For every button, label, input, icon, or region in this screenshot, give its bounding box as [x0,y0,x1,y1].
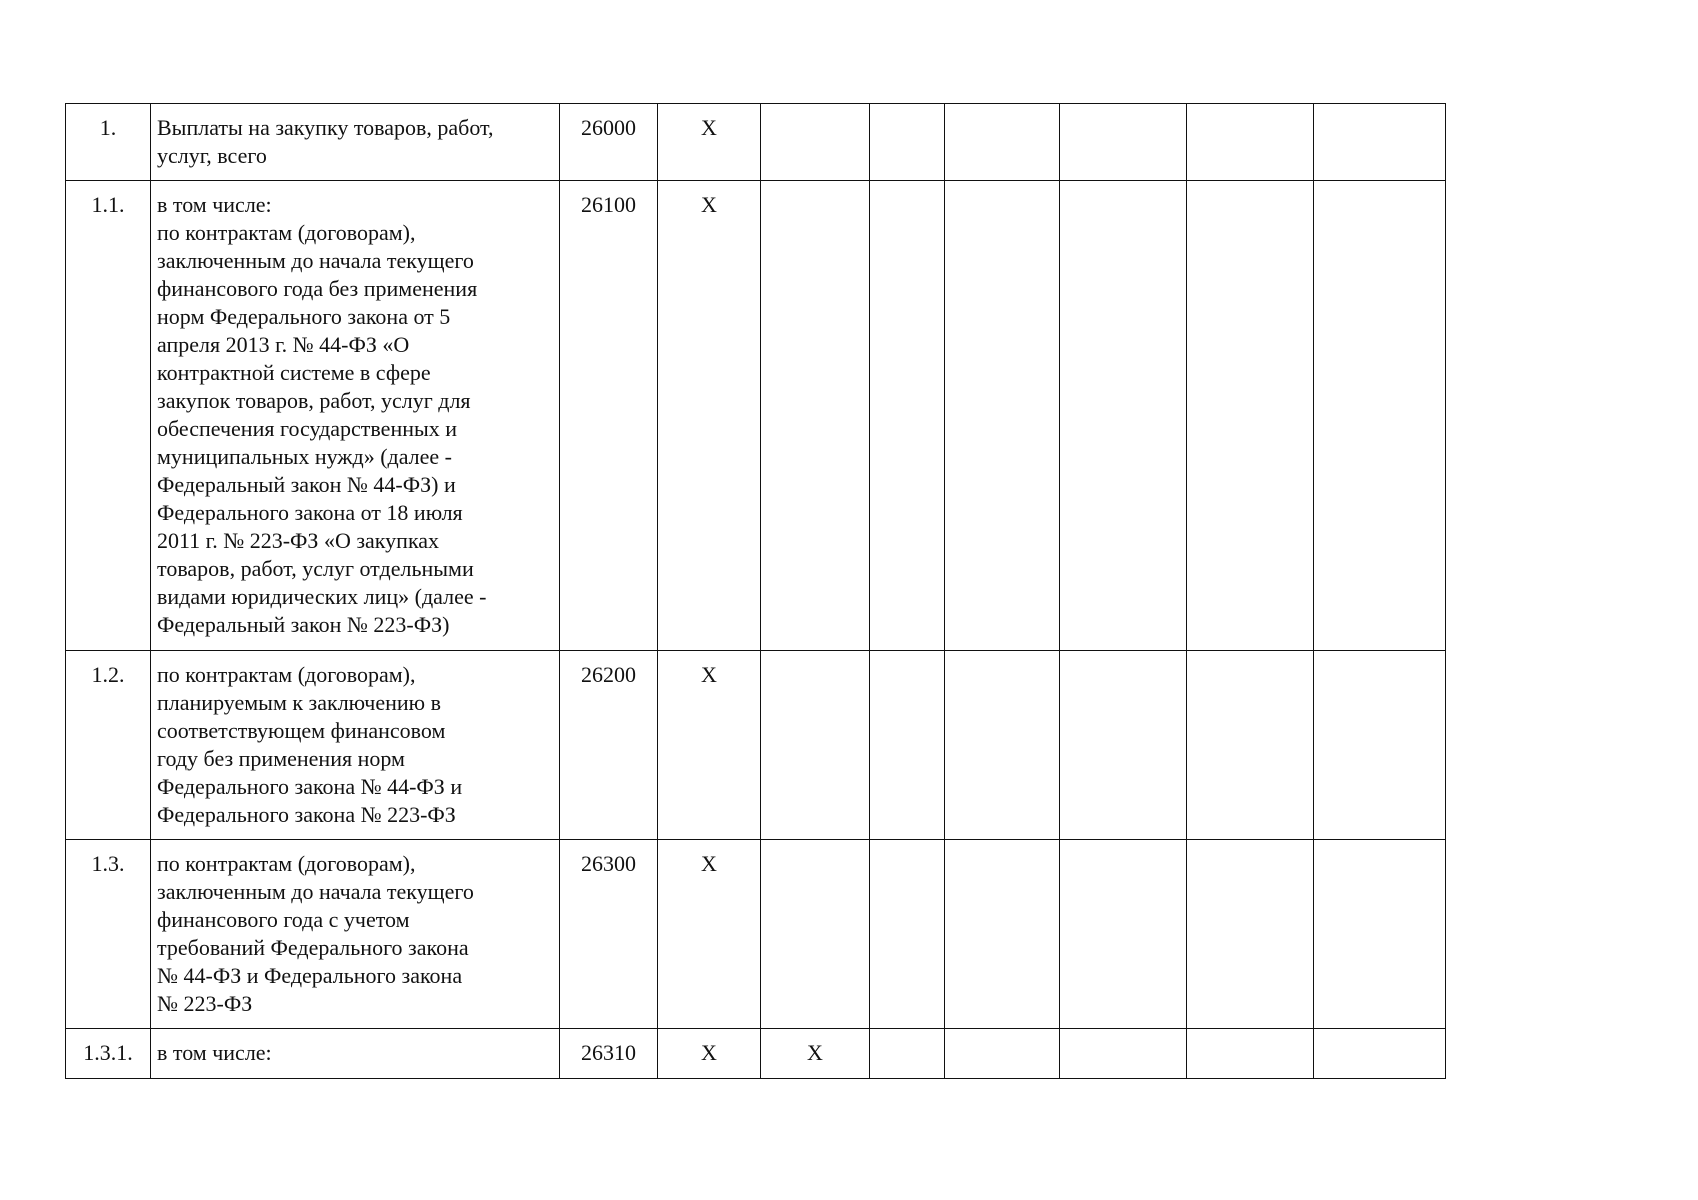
description-line: заключенным до начала текущего [157,248,474,273]
description-line: по контрактам (договорам), [157,220,416,245]
description-line: Федерального закона № 223-ФЗ [157,802,456,827]
empty-cell [1314,104,1446,181]
empty-cell [870,104,945,181]
row-code: 26300 [560,840,658,1029]
empty-cell [945,1029,1060,1079]
empty-cell [945,840,1060,1029]
cell-col5 [761,651,870,840]
empty-cell [1187,651,1314,840]
description-line: в том числе: [157,1040,272,1065]
description-line: № 44-ФЗ и Федерального закона [157,963,463,988]
description-line: муниципальных нужд» (далее - [157,444,453,469]
description-line: видами юридических лиц» (далее - [157,584,487,609]
row-description [151,651,560,840]
table-row [66,104,1446,181]
description-line: по контрактам (договорам), [157,851,416,876]
empty-cell [870,1029,945,1079]
empty-cell [1060,181,1187,651]
cell-col5 [761,181,870,651]
empty-cell [1187,181,1314,651]
description-line: требований Федерального закона [157,935,469,960]
table-row [66,181,1446,651]
description-line: финансового года с учетом [157,907,410,932]
description-line: финансового года без применения [157,276,478,301]
description-line: товаров, работ, услуг отдельными [157,556,474,581]
description-line: Федерального закона № 44-ФЗ и [157,774,463,799]
empty-cell [1060,104,1187,181]
description-line: № 223-ФЗ [157,991,253,1016]
row-number: 1. [66,104,151,181]
row-number: 1.1. [66,181,151,651]
description-line: Федеральный закон № 223-ФЗ) [157,612,450,637]
description-line: закупок товаров, работ, услуг для [157,388,471,413]
empty-cell [1187,1029,1314,1079]
empty-cell [1314,840,1446,1029]
description-line: по контрактам (договорам), [157,662,416,687]
row-number: 1.2. [66,651,151,840]
empty-cell [945,181,1060,651]
table-row [66,651,1446,840]
empty-cell [1314,651,1446,840]
cell-col4: X [658,104,761,181]
cell-col5 [761,840,870,1029]
row-code: 26200 [560,651,658,840]
row-number: 1.3.1. [66,1029,151,1079]
row-description [151,104,560,181]
description-line: 2011 г. № 223-ФЗ «О закупках [157,528,440,553]
description-line: соответствующем финансовом [157,718,446,743]
row-code: 26000 [560,104,658,181]
description-line: Федерального закона от 18 июля [157,500,463,525]
empty-cell [1060,840,1187,1029]
cell-col4: X [658,651,761,840]
table-row [66,1029,1446,1079]
description-line: в том числе: [157,192,272,217]
description-line: планируемым к заключению в [157,690,441,715]
empty-cell [1060,651,1187,840]
row-description [151,1029,560,1079]
description-line: апреля 2013 г. № 44-ФЗ «О [157,332,410,357]
description-line: норм Федерального закона от 5 [157,304,451,329]
cell-col4: X [658,1029,761,1079]
row-description [151,181,560,651]
table-row [66,840,1446,1029]
description-line: заключенным до начала текущего [157,879,474,904]
description-line: обеспечения государственных и [157,416,458,441]
description-line: Выплаты на закупку товаров, работ, [157,115,494,140]
description-line: контрактной системе в сфере [157,360,431,385]
row-code: 26100 [560,181,658,651]
empty-cell [945,104,1060,181]
empty-cell [1314,181,1446,651]
cell-col5 [761,104,870,181]
cell-col4: X [658,840,761,1029]
empty-cell [1187,840,1314,1029]
empty-cell [870,181,945,651]
row-number: 1.3. [66,840,151,1029]
empty-cell [945,651,1060,840]
empty-cell [870,840,945,1029]
row-code: 26310 [560,1029,658,1079]
description-line: году без применения норм [157,746,405,771]
empty-cell [870,651,945,840]
cell-col5: X [761,1029,870,1079]
empty-cell [1187,104,1314,181]
description-line: услуг, всего [157,143,267,168]
description-line: Федеральный закон № 44-ФЗ) и [157,472,456,497]
empty-cell [1314,1029,1446,1079]
empty-cell [1060,1029,1187,1079]
payments-table [65,103,1446,1079]
cell-col4: X [658,181,761,651]
row-description [151,840,560,1029]
